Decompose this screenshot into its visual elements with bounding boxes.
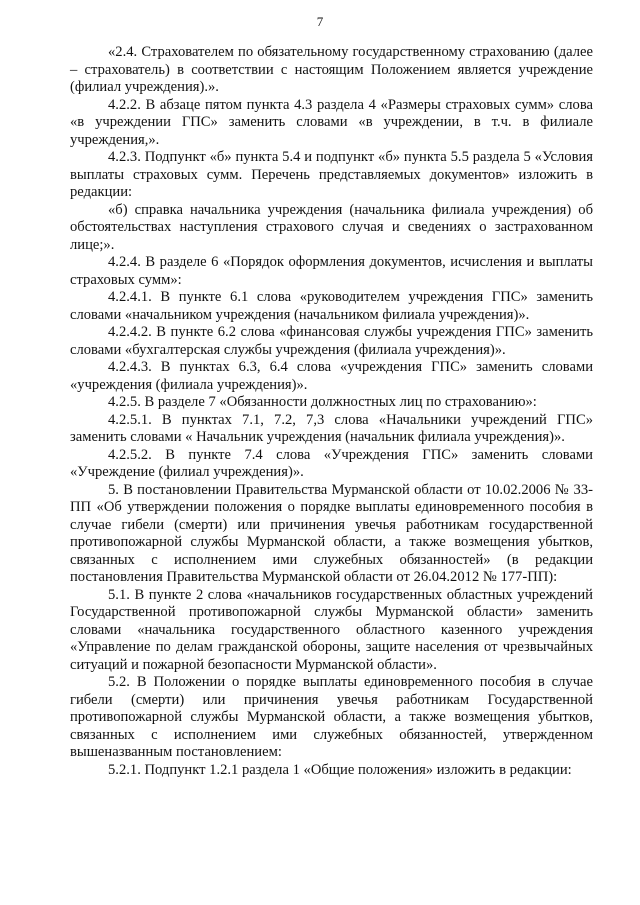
paragraph-5-1: 5.1. В пункте 2 слова «начальников государственных областных учреждений Государственной противопожарной службы Мурманской области» заменить словами «начальника государственного областного казенного учреждения «Управление по делам гражданской обороны, защите населения от чрезвычайных ситуаций и пожарной безопасности Мурманской области». bbox=[70, 586, 593, 673]
paragraph-5-2: 5.2. В Положении о порядке выплаты единовременного пособия в случае гибели (смерти) или причинения увечья работникам Государственной противопожарной службы Мурманской области, а также возмещения убытков, связанных с исполнением ими служебных обязанностей, утвержденном вышеназванным постановлением: bbox=[70, 674, 593, 760]
paragraph-4-2-5-1: 4.2.5.1. В пунктах 7.1, 7.2, 7,3 слова «Начальники учреждений ГПС» заменить словами « Начальник учреждения (начальник филиала учреждения)». bbox=[70, 411, 593, 445]
page-number: 7 bbox=[316, 14, 324, 29]
paragraph-4-2-5-2: 4.2.5.2. В пункте 7.4 слова «Учреждения ГПС» заменить словами «Учреждение (филиал учреждения)». bbox=[70, 446, 593, 480]
paragraph-4-2-4-1: 4.2.4.1. В пункте 6.1 слова «руководителем учреждения ГПС» заменить словами «начальником учреждения (начальником филиала учреждения)». bbox=[70, 289, 593, 323]
paragraph-4-2-4: 4.2.4. В разделе 6 «Порядок оформления документов, исчисления и выплаты страховых сумм»: bbox=[70, 254, 593, 288]
paragraph-4-2-3: 4.2.3. Подпункт «б» пункта 5.4 и подпункт «б» пункта 5.5 раздела 5 «Условия выплаты страховых сумм. Перечень представляемых документов» изложить в редакции: bbox=[70, 149, 593, 200]
paragraph-b-quote: «б) справка начальника учреждения (начальника филиала учреждения) об обстоятельствах наступления страхового случая и сведениях о застрахованном лице;». bbox=[70, 201, 593, 253]
paragraph-4-2-2: 4.2.2. В абзаце пятом пункта 4.3 раздела 4 «Размеры страховых сумм» слова «в учреждении ГПС» заменить словами «в учреждении, в т.ч. в филиале учреждения,». bbox=[70, 96, 593, 148]
document-body bbox=[70, 44, 593, 779]
paragraph-5-2-1: 5.2.1. Подпункт 1.2.1 раздела 1 «Общие положения» изложить в редакции: bbox=[108, 761, 572, 778]
paragraph-4-2-4-2: 4.2.4.2. В пункте 6.2 слова «финансовая службы учреждения ГПС» заменить словами «бухгалтерская службы учреждения (филиала учреждения)». bbox=[70, 324, 593, 358]
paragraph-2-4: «2.4. Страхователем по обязательному государственному страхованию (далее – страхователь) в соответствии с настоящим Положением является учреждение (филиал учреждения).». bbox=[70, 44, 593, 95]
paragraph-5: 5. В постановлении Правительства Мурманской области от 10.02.2006 № 33-ПП «Об утверждении положения о порядке выплаты единовременного пособия в случае гибели (смерти) или причинения увечья работникам государственной противопожарной службы Мурманской области, а также возмещения убытков, связанных с исполнением ими служебных обязанностей» (в редакции постановления Правительства Мурманской области от 26.04.2012 № 177-ПП): bbox=[70, 481, 593, 585]
paragraph-4-2-4-3: 4.2.4.3. В пунктах 6.3, 6.4 слова «учреждения ГПС» заменить словами «учреждения (филиала учреждения)». bbox=[70, 359, 593, 393]
paragraph-4-2-5: 4.2.5. В разделе 7 «Обязанности должностных лиц по страхованию»: bbox=[108, 394, 537, 410]
